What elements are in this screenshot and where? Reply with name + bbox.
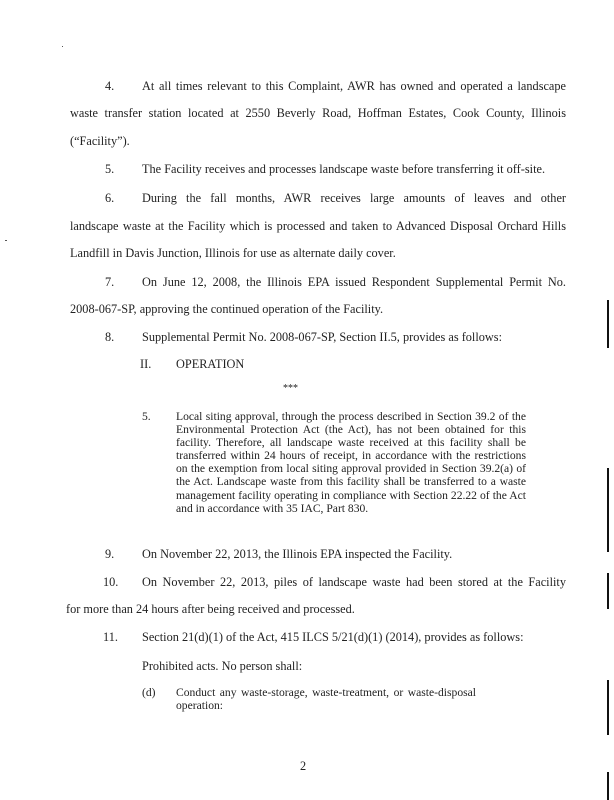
paragraph-number: 6. xyxy=(105,191,115,205)
paragraph-7-line: 2008-067-SP, approving the continued operation of the Facility. xyxy=(70,302,384,316)
scan-edge-mark xyxy=(607,680,609,735)
paragraph-6-line: Landfill in Davis Junction, Illinois for use as alternate daily cover. xyxy=(70,246,396,260)
paragraph-10-line: for more than 24 hours after being received and processed. xyxy=(66,602,355,616)
scan-speck xyxy=(62,46,63,47)
paragraph-6-line: During the fall months, AWR receives large amounts of leaves and other xyxy=(142,191,566,205)
section-title: OPERATION xyxy=(176,357,245,371)
scan-edge-mark xyxy=(607,468,609,552)
scan-edge-mark xyxy=(607,573,609,609)
paragraph-5-line: The Facility receives and processes landscape waste before transferring it off-site. xyxy=(142,162,546,176)
statute-item-text: Conduct any waste-storage, waste-treatment, or waste-disposal operation: xyxy=(176,686,476,713)
quoted-item-number: 5. xyxy=(142,410,151,423)
scan-speck xyxy=(5,240,7,241)
paragraph-7-line: On June 12, 2008, the Illinois EPA issued Respondent Supplemental Permit No. xyxy=(142,275,566,289)
paragraph-6-line: landscape waste at the Facility which is processed and taken to Advanced Disposal Orchard Hills xyxy=(70,219,566,233)
paragraph-number: 10. xyxy=(103,575,119,589)
paragraph-number: 5. xyxy=(105,162,115,176)
paragraph-number: 4. xyxy=(105,79,115,93)
paragraph-number: 8. xyxy=(105,330,115,344)
scan-edge-mark xyxy=(607,772,609,800)
paragraph-number: 11. xyxy=(103,630,118,644)
paragraph-11-line: Section 21(d)(1) of the Act, 415 ILCS 5/21(d)(1) (2014), provides as follows: xyxy=(142,630,524,644)
paragraph-9-line: On November 22, 2013, the Illinois EPA inspected the Facility. xyxy=(142,547,453,561)
paragraph-number: 7. xyxy=(105,275,115,289)
ellipsis-marker: *** xyxy=(283,383,298,394)
statute-item-number: (d) xyxy=(142,686,156,699)
page-number: 2 xyxy=(300,759,307,773)
paragraph-4-line: waste transfer station located at 2550 Beverly Road, Hoffman Estates, Cook County, Illinois xyxy=(70,106,566,120)
statute-intro: Prohibited acts. No person shall: xyxy=(142,659,303,673)
quoted-permit-text: Local siting approval, through the process described in Section 39.2 of the Environmental Protection Act (the Act), has not been obtained for this facility. Therefore, all landscape waste received at this facility shall be transferred within 24 hours of receipt, in accordance with the restrictions on the exemption from local siting approval provided in Section 39.2(a) of the Act. Landscape waste from this facility shall be transferred to a waste management facility operating in compliance with Section 22.22 of the Act and in accordance with 35 IAC, Part 830. xyxy=(176,410,526,515)
paragraph-10-line: On November 22, 2013, piles of landscape waste had been stored at the Facility xyxy=(142,575,566,589)
paragraph-4-line: (“Facility”). xyxy=(70,134,130,148)
paragraph-4-line: At all times relevant to this Complaint, AWR has owned and operated a landscape xyxy=(142,79,566,93)
paragraph-number: 9. xyxy=(105,547,115,561)
paragraph-8-line: Supplemental Permit No. 2008-067-SP, Section II.5, provides as follows: xyxy=(142,330,502,344)
scan-edge-mark xyxy=(607,300,609,348)
section-number: II. xyxy=(140,357,152,371)
